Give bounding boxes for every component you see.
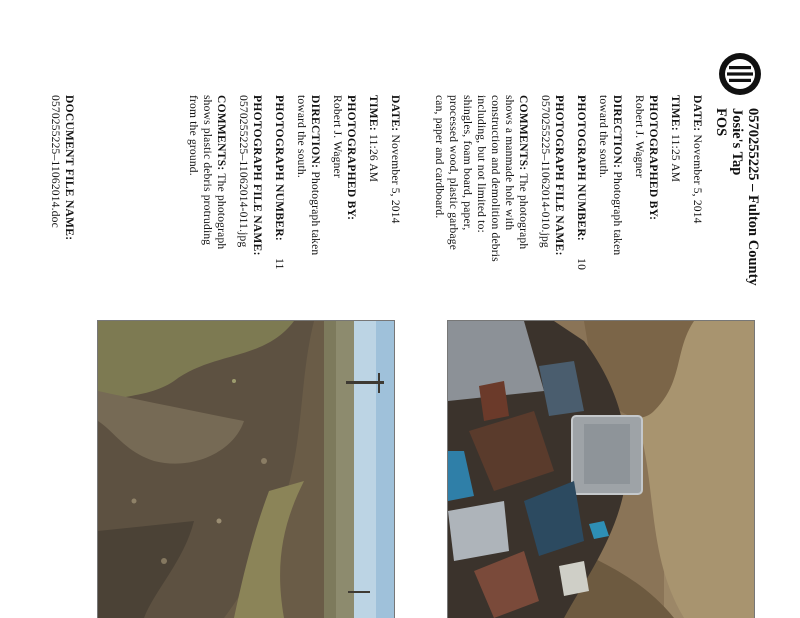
photo-file-label: PHOTOGRAPH FILE NAME: bbox=[251, 95, 263, 256]
comments-line-1: The photograph bbox=[517, 173, 529, 250]
direction-line-1: Photograph taken bbox=[611, 171, 623, 256]
photographer-label: PHOTOGRAPHED BY: bbox=[647, 95, 659, 221]
comments-label: COMMENTS: bbox=[517, 95, 529, 171]
comments-line-7: can, paper and cardboard. bbox=[433, 95, 445, 219]
date-label: DATE: bbox=[691, 95, 703, 132]
photo-number-label: PHOTOGRAPH NUMBER: bbox=[575, 95, 587, 242]
comments-line-4: including, but not limited to: bbox=[475, 95, 487, 233]
document-file-value: 0570255225–11062014.doc bbox=[49, 95, 61, 228]
photographer-value: Robert J. Wagner bbox=[331, 95, 343, 178]
document-file-label: DOCUMENT FILE NAME: bbox=[63, 95, 75, 241]
comments-line-2: shows a manmade hole with bbox=[503, 95, 515, 231]
photo-11-comments bbox=[213, 95, 228, 249]
date-value: November 5, 2014 bbox=[389, 134, 401, 224]
photo-file-value: 0570255225–11062014-010.jpg bbox=[539, 95, 551, 248]
comments-line-5: shingles, foam board, paper, bbox=[461, 95, 473, 231]
photo-11-date bbox=[387, 95, 402, 224]
time-label: TIME: bbox=[367, 95, 379, 131]
photo-11-image bbox=[97, 320, 395, 618]
comments-line-3: from the ground. bbox=[187, 95, 199, 176]
comments-line-6: processed wood, plastic garbage bbox=[447, 95, 459, 251]
photographer-value: Robert J. Wagner bbox=[633, 95, 645, 178]
direction-label: DIRECTION: bbox=[309, 95, 321, 169]
document-number-title: 0570255225 – Fulton County bbox=[745, 108, 761, 286]
photographer-label: PHOTOGRAPHED BY: bbox=[345, 95, 357, 221]
photo-11-time bbox=[365, 95, 380, 182]
comments-line-1: The photograph bbox=[215, 173, 227, 250]
photo-10-number bbox=[573, 95, 588, 270]
photo-11-direction bbox=[307, 95, 322, 255]
photo-10-comments bbox=[515, 95, 530, 249]
photo-file-label: PHOTOGRAPH FILE NAME: bbox=[553, 95, 565, 256]
direction-label: DIRECTION: bbox=[611, 95, 623, 169]
direction-line-2: toward the south. bbox=[597, 95, 609, 178]
photo-10-date bbox=[689, 95, 704, 224]
photo-11-number bbox=[271, 95, 286, 270]
comments-label: COMMENTS: bbox=[215, 95, 227, 171]
time-value: 11:26 AM bbox=[367, 134, 379, 183]
photo-file-value: 0570255225–11062014-011.jpg bbox=[237, 95, 249, 248]
time-value: 11:25 AM bbox=[669, 134, 681, 183]
photo-10-time bbox=[667, 95, 682, 182]
site-name-title: Josie's Tap bbox=[729, 108, 745, 176]
comments-line-2: shows plastic debris protruding bbox=[201, 95, 213, 246]
time-label: TIME: bbox=[669, 95, 681, 131]
date-value: November 5, 2014 bbox=[691, 134, 703, 224]
agency-seal-icon bbox=[718, 52, 762, 96]
comments-line-3: construction and demolition debris bbox=[489, 95, 501, 262]
photo-number-value: 10 bbox=[575, 258, 587, 271]
program-title: FOS bbox=[713, 108, 729, 137]
photo-10-image bbox=[447, 320, 755, 618]
photo-number-label: PHOTOGRAPH NUMBER: bbox=[273, 95, 285, 242]
direction-line-2: toward the south. bbox=[295, 95, 307, 178]
direction-line-1: Photograph taken bbox=[309, 171, 321, 256]
photo-10-direction bbox=[609, 95, 624, 255]
photo-number-value: 11 bbox=[273, 258, 285, 270]
date-label: DATE: bbox=[389, 95, 401, 132]
